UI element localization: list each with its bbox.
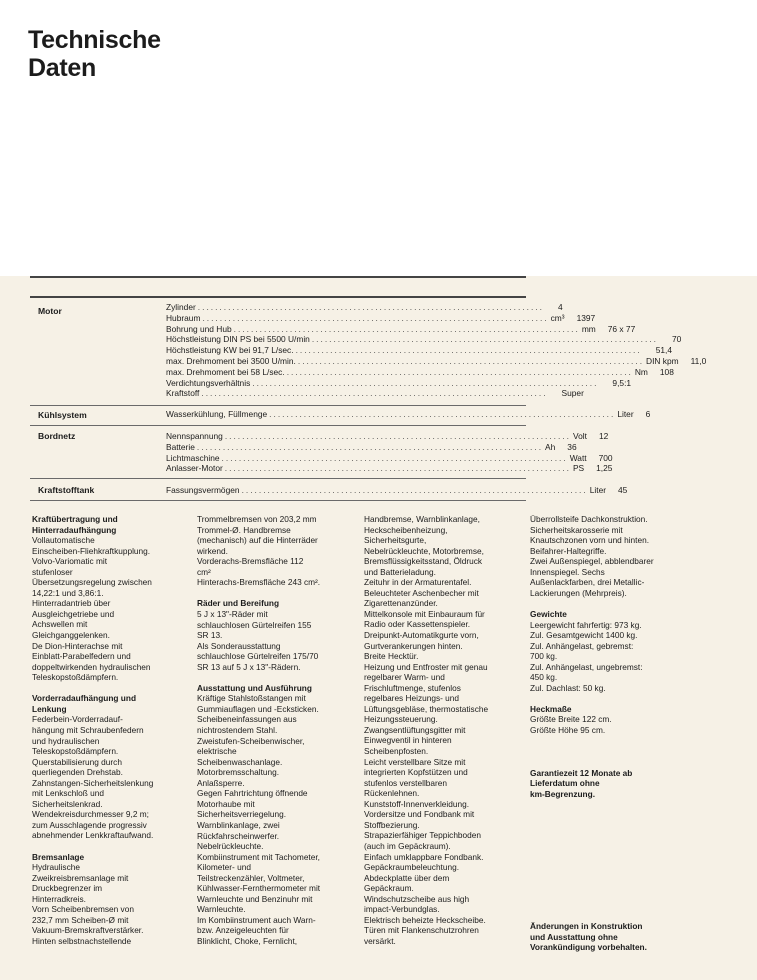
body-line: Querstabilisierung durch [32,756,122,767]
leader-dots: ................................................................................ [202,312,549,323]
body-line: integrierten Kopfstützen und [364,767,468,778]
section-heading: und Ausstattung ohne [530,931,618,942]
section-label-bordnetz: Bordnetz [38,431,76,441]
spec-row [166,409,651,420]
body-line: Einblatt-Parabelfedern und [32,651,131,662]
body-line: abnehmender Lenkkraftaufwand. [32,830,154,841]
section-heading: Vorderradaufhängung und [32,693,137,704]
body-line: Zigarettenanzünder. [364,598,438,609]
body-line: Zweistufen-Scheibenwischer, [197,735,305,746]
spec-rows-bordnetz [166,431,613,474]
body-line: Breite Hecktür. [364,651,419,662]
body-line: Zul. Anhängelast, ungebremst: [530,661,643,672]
body-line: 232,7 mm Scheiben-Ø mit [32,914,129,925]
body-line: Rückenlehnen. [364,788,420,799]
body-line: 700 kg. [530,651,558,662]
body-line: Radio oder Kassettenspieler. [364,619,471,630]
table-rule-bottom [30,500,526,501]
spec-row [166,485,628,496]
body-line: regelbarer Warm- und [364,672,445,683]
body-line: Vollautomatische [32,535,95,546]
body-line: 14,22:1 und 3,86:1. [32,587,104,598]
body-line: Im Kombiinstrument auch Warn- [197,914,316,925]
body-line: Hinterachs-Bremsfläche 243 cm². [197,577,321,588]
body-line: Beleuchteter Aschenbecher mit [364,587,479,598]
section-heading: Räder und Bereifung [197,598,280,609]
body-line: Einfach umklappbare Fondbank. [364,851,484,862]
spec-value: 108 [659,366,674,377]
body-line: Einscheiben-Fliehkraftkupplung. [32,545,151,556]
leader-dots: ................................................................................ [252,377,599,388]
body-line: Hydraulische [32,862,80,873]
table-rule-motor [30,405,526,406]
spec-label: Bohrung und Hub [166,323,232,334]
spec-label: Höchstleistung DIN PS bei 5500 U/min [166,334,310,345]
section-heading: Hinterradaufhängung [32,524,117,535]
spec-unit: PS [572,463,585,474]
spec-row [166,323,636,335]
body-line: Kombiinstrument mit Tachometer, [197,851,320,862]
spec-label: max. Drehmoment bei 3500 U/min. [166,355,296,366]
body-line: Strapazierfähiger Teppichboden [364,830,482,841]
body-line: Motorhaube mit [197,798,255,809]
body-line: Abdeckplatte über dem [364,872,450,883]
body-line: elektrische [197,746,237,757]
body-line: Ausgleichgetriebe und [32,608,115,619]
spacer [530,598,700,609]
body-line: Zwei Außenspiegel, abblendbarer [530,556,654,567]
body-line: wirkend. [197,545,228,556]
spec-unit: cm³ [550,312,565,323]
body-line: Trommelbremsen von 203,2 mm [197,514,317,524]
body-line: Volvo-Variomatic mit [32,556,107,567]
spec-value: 51,4 [655,345,673,356]
spec-unit: Watt [569,452,587,463]
leader-dots: ................................................................................ [241,485,588,495]
spec-unit: Volt [572,431,587,441]
body-line: Hinterradantrieb über [32,598,111,609]
body-line: Gepäckraum. [364,883,414,894]
spec-value: 4 [557,302,563,312]
text-column-4 [530,514,700,953]
spec-label: Verdichtungsverhältnis [166,377,251,388]
body-line: und hydraulischen [32,735,100,746]
spec-unit: Nm [634,366,648,377]
title-line-1: Technische [28,26,161,54]
spec-row [166,388,584,399]
table-rule-kuehl [30,425,526,426]
spec-value: 11,0 [690,355,707,366]
body-line: bzw. Anzeigeleuchten für [197,925,289,936]
spec-label: Anlasser-Motor [166,463,223,474]
table-rule-header [30,296,526,298]
body-line: Mittelkonsole mit Einbauraum für [364,608,485,619]
body-line: Kunststoff-Innenverkleidung. [364,798,470,809]
body-line: Gummiauflagen und -Ecksticken. [197,703,319,714]
body-line: Trommel-Ø. Handbremse [197,524,291,535]
page-title [28,26,161,82]
body-line: Heizung und Entfroster mit genau [364,661,488,672]
leader-dots: ................................................................................ [269,409,616,419]
body-line: Knautschzonen vorn und hinten. [530,535,650,546]
spec-label: Kraftstoff [166,388,200,399]
body-line: Gepäckraumbeleuchtung. [364,862,460,873]
body-line: cm² [197,566,211,577]
body-line: regelbares Heizungs- und [364,693,460,704]
body-line: Motorbremsschaltung. [197,767,280,778]
body-line: impact-Verbundglas. [364,904,440,915]
spec-label: Nennspannung [166,431,223,441]
body-line: Zul. Anhängelast, gebremst: [530,640,634,651]
leader-dots: ................................................................................ [224,431,571,441]
spec-label: Höchstleistung KW bei 91,7 L/sec. [166,345,294,356]
body-line: Gleichganggelenken. [32,630,110,641]
body-line: 5 J x 13"-Räder mit [197,608,268,619]
body-line: Leergewicht fahrfertig: 973 kg. [530,619,642,630]
body-line: Lackierungen (Mehrpreis). [530,587,627,598]
section-heading: Bremsanlage [32,851,85,862]
spacer [32,841,192,852]
body-line: Achswellen mit [32,619,88,630]
spec-value: 6 [645,409,651,419]
body-line: Zweikreisbremsanlage mit [32,872,129,883]
title-line-2: Daten [28,54,96,82]
body-line: Heizungssteuerung. [364,714,438,725]
body-line: stufenloser [32,566,73,577]
body-line: Teleskopstoßdämpfern. [32,672,119,683]
body-line: Druckbegrenzer im [32,883,103,894]
spec-value: 12 [598,431,609,441]
text-column-3 [364,514,529,946]
spec-row [166,334,682,345]
body-line: zum Ausschlagende progressiv [32,819,147,830]
leader-dots: ................................................................................ [311,334,658,345]
body-line: Größte Breite 122 cm. [530,714,612,725]
body-line: Nebelrückleuchte, Motorbremse, [364,545,484,556]
spec-unit: Ah [545,441,556,452]
body-line: Überrollsteife Dachkonstruktion. [530,514,648,524]
body-line: Außenlackfarben, drei Metallic- [530,577,645,588]
body-line: Teilstreckenzähler, Voltmeter, [197,872,305,883]
leader-dots: ................................................................................ [221,452,568,463]
leader-dots: ................................................................................ [196,441,544,452]
body-line: Als Sonderausstattung [197,640,281,651]
body-line: SR 13 auf 5 J x 13"-Rädern. [197,661,301,672]
leader-dots: ................................................................................ [297,355,645,366]
spec-label: Zylinder [166,302,196,312]
spec-rows-kraftstofftank [166,485,628,496]
spec-label: Hubraum [166,312,201,323]
body-line: nichtrostendem Stahl. [197,725,278,736]
body-line: Nebelrückleuchte. [197,841,264,852]
leader-dots: ................................................................................ [201,388,548,399]
body-line: versärkt. [364,935,396,946]
body-line: De Dion-Hinterachse mit [32,640,123,651]
body-line: Zul. Gesamtgewicht 1400 kg. [530,630,638,641]
section-heading: Ausstattung und Ausführung [197,682,312,693]
spec-value: 76 x 77 [607,323,636,334]
body-line: Zul. Dachlast: 50 kg. [530,682,606,693]
body-line: Sicherheitsgurte, [364,535,427,546]
section-heading: Heckmaße [530,703,572,714]
body-line: Leicht verstellbare Sitze mit [364,756,466,767]
leader-dots: ................................................................................ [224,463,571,474]
spec-value: Super [561,388,584,399]
body-line: Warnleuchte. [197,904,246,915]
body-line: Einwegventil in hinteren [364,735,452,746]
section-label-kuehlsystem: Kühlsystem [38,410,87,420]
body-line: Scheibeneinfassungen aus [197,714,297,725]
body-line: Anlaßsperre. [197,777,245,788]
body-line: Rückfahrscheinwerfer. [197,830,280,841]
section-heading: Lieferdatum ohne [530,778,600,789]
body-line: Kühlwasser-Fernthermometer mit [197,883,321,894]
spec-label: Wasserkühlung, Füllmenge [166,409,268,419]
spec-value: 9,5:1 [612,377,632,388]
spec-row [166,312,596,324]
body-line: Zeituhr in der Armaturentafel. [364,577,472,588]
body-line: Größte Höhe 95 cm. [530,725,606,736]
body-line: Zahnstangen-Sicherheitslenkung [32,777,154,788]
spec-rows-motor [166,302,707,399]
body-line: mit Lenkschloß und [32,788,104,799]
body-line: doppeltwirkenden hydraulischen [32,661,151,672]
body-line: Frischluftmenge, stufenlos [364,682,461,693]
body-line: Übersetzungsregelung zwischen [32,577,152,588]
body-line: 450 kg. [530,672,558,683]
section-heading: Lenkung [32,703,67,714]
body-line: querliegenden Drehstab. [32,767,123,778]
spec-value: 36 [567,441,577,452]
section-heading: Garantiezeit 12 Monate ab [530,767,633,778]
body-line: Stoffbezierung. [364,819,420,830]
spec-value: 700 [598,452,613,463]
table-rule-top [30,276,526,278]
body-line: Türen mit Flankenschutzrohren [364,925,479,936]
body-line: stufenlos verstellbaren [364,777,448,788]
body-line: Sicherheitslenkrad. [32,798,103,809]
spec-label: Fassungsvermögen [166,485,240,495]
body-line: Federbein-Vorderradauf- [32,714,123,725]
spacer [197,672,362,683]
body-line: Elektrisch beheizte Heckscheibe. [364,914,486,925]
spec-value: 70 [672,334,682,345]
body-line: Blinklicht, Choke, Fernlicht, [197,935,298,946]
spec-unit: Liter [617,409,634,419]
body-line: Scheibenwaschanlage. [197,756,283,767]
body-line: Dreipunkt-Automatikgurte vorn, [364,630,479,641]
spec-row [166,441,577,453]
spacer [530,799,700,921]
spec-row [166,345,673,356]
body-line: Kräftige Stahlstoßstangen mit [197,693,306,704]
spec-row [166,366,674,378]
spec-row [166,377,632,389]
text-column-2 [197,514,362,947]
body-line: (auch im Gepäckraum). [364,840,451,851]
body-line: Beifahrer-Haltegriffe. [530,545,607,556]
spacer [197,588,362,599]
body-line: Lüftungsgebläse, thermostatische [364,703,489,714]
text-column-1 [32,514,192,947]
body-line: Vorn Scheibenbremsen von [32,904,134,915]
body-line: Zwangsentlüftungsgitter mit [364,724,466,735]
body-line: Wendekreisdurchmesser 9,2 m; [32,809,149,820]
leader-dots: ................................................................................ [197,302,544,312]
leader-dots: ................................................................................ [286,366,633,377]
table-rule-bordnetz [30,478,526,479]
body-line: Innenspiegel. Sechs [530,566,605,577]
body-line: SR 13. [197,630,223,641]
body-line: schlauchlose Gürtelreifen 175/70 [197,651,319,662]
section-label-kraftstofftank: Kraftstofftank [38,485,95,495]
body-line: (mechanisch) auf die Hinterräder [197,535,318,546]
spec-value: 45 [618,485,628,495]
section-heading: km-Begrenzung. [530,788,595,799]
body-line: Teleskopstoßdämpfern. [32,746,119,757]
body-line: Vorderachs-Bremsfläche 112 [197,556,304,567]
body-line: hängung mit Schraubenfedern [32,724,144,735]
body-line: Bremsflüssigkeitsstand, Öldruck [364,556,483,567]
body-line: Hinterradkreis. [32,893,86,904]
spec-label: Lichtmaschine [166,452,220,463]
spec-unit: Liter [589,485,607,495]
body-line: Sicherheitskarosserie mit [530,524,623,535]
body-line: Hinten selbstnachstellende [32,935,132,946]
section-heading: Kraftübertragung und [32,514,118,524]
section-heading: Änderungen in Konstruktion [530,921,643,932]
body-line: Gurtverankerungen hinten. [364,640,463,651]
body-line: Scheibenpfosten. [364,746,429,757]
section-label-motor: Motor [38,306,62,316]
spec-value: 1,25 [596,463,613,474]
spec-row [166,302,563,313]
body-line: Sicherheitsverriegelung. [197,809,287,820]
spec-unit: mm [581,323,596,334]
body-line: Gegen Fahrtrichtung öffnende [197,788,308,799]
spec-value: 1397 [576,312,596,323]
body-line: Vordersitze und Fondbank mit [364,809,475,820]
leader-dots: ................................................................................ [295,345,642,356]
body-line: schlauchlosen Gürtelreifen 155 [197,619,312,630]
section-heading: Vorankündigung vorbehalten. [530,942,647,953]
body-line: Windschutzscheibe aus high [364,893,470,904]
spec-row [166,355,707,367]
spacer [530,693,700,704]
leader-dots: ................................................................................ [233,323,580,334]
spacer [530,736,700,768]
body-line: Handbremse, Warnblinkanlage, [364,514,480,524]
body-line: Heckscheibenheizung, [364,524,448,535]
body-line: Vakuum-Bremskraftverstärker. [32,925,144,936]
spec-rows-kuehlsystem [166,409,651,420]
spec-row [166,452,613,464]
spec-label: Batterie [166,441,195,452]
body-line: und Batterieladung. [364,566,436,577]
spec-unit: DIN kpm [646,355,679,366]
spec-row [166,463,613,474]
spec-label: max. Drehmoment bei 58 L/sec. [166,366,285,377]
body-line: Warnblinkanlage, zwei [197,819,280,830]
body-line: Warnleuchte und Benzinuhr mit [197,893,313,904]
body-line: Kilometer- und [197,862,251,873]
spec-row [166,431,609,442]
section-heading: Gewichte [530,608,567,619]
spacer [32,683,192,694]
